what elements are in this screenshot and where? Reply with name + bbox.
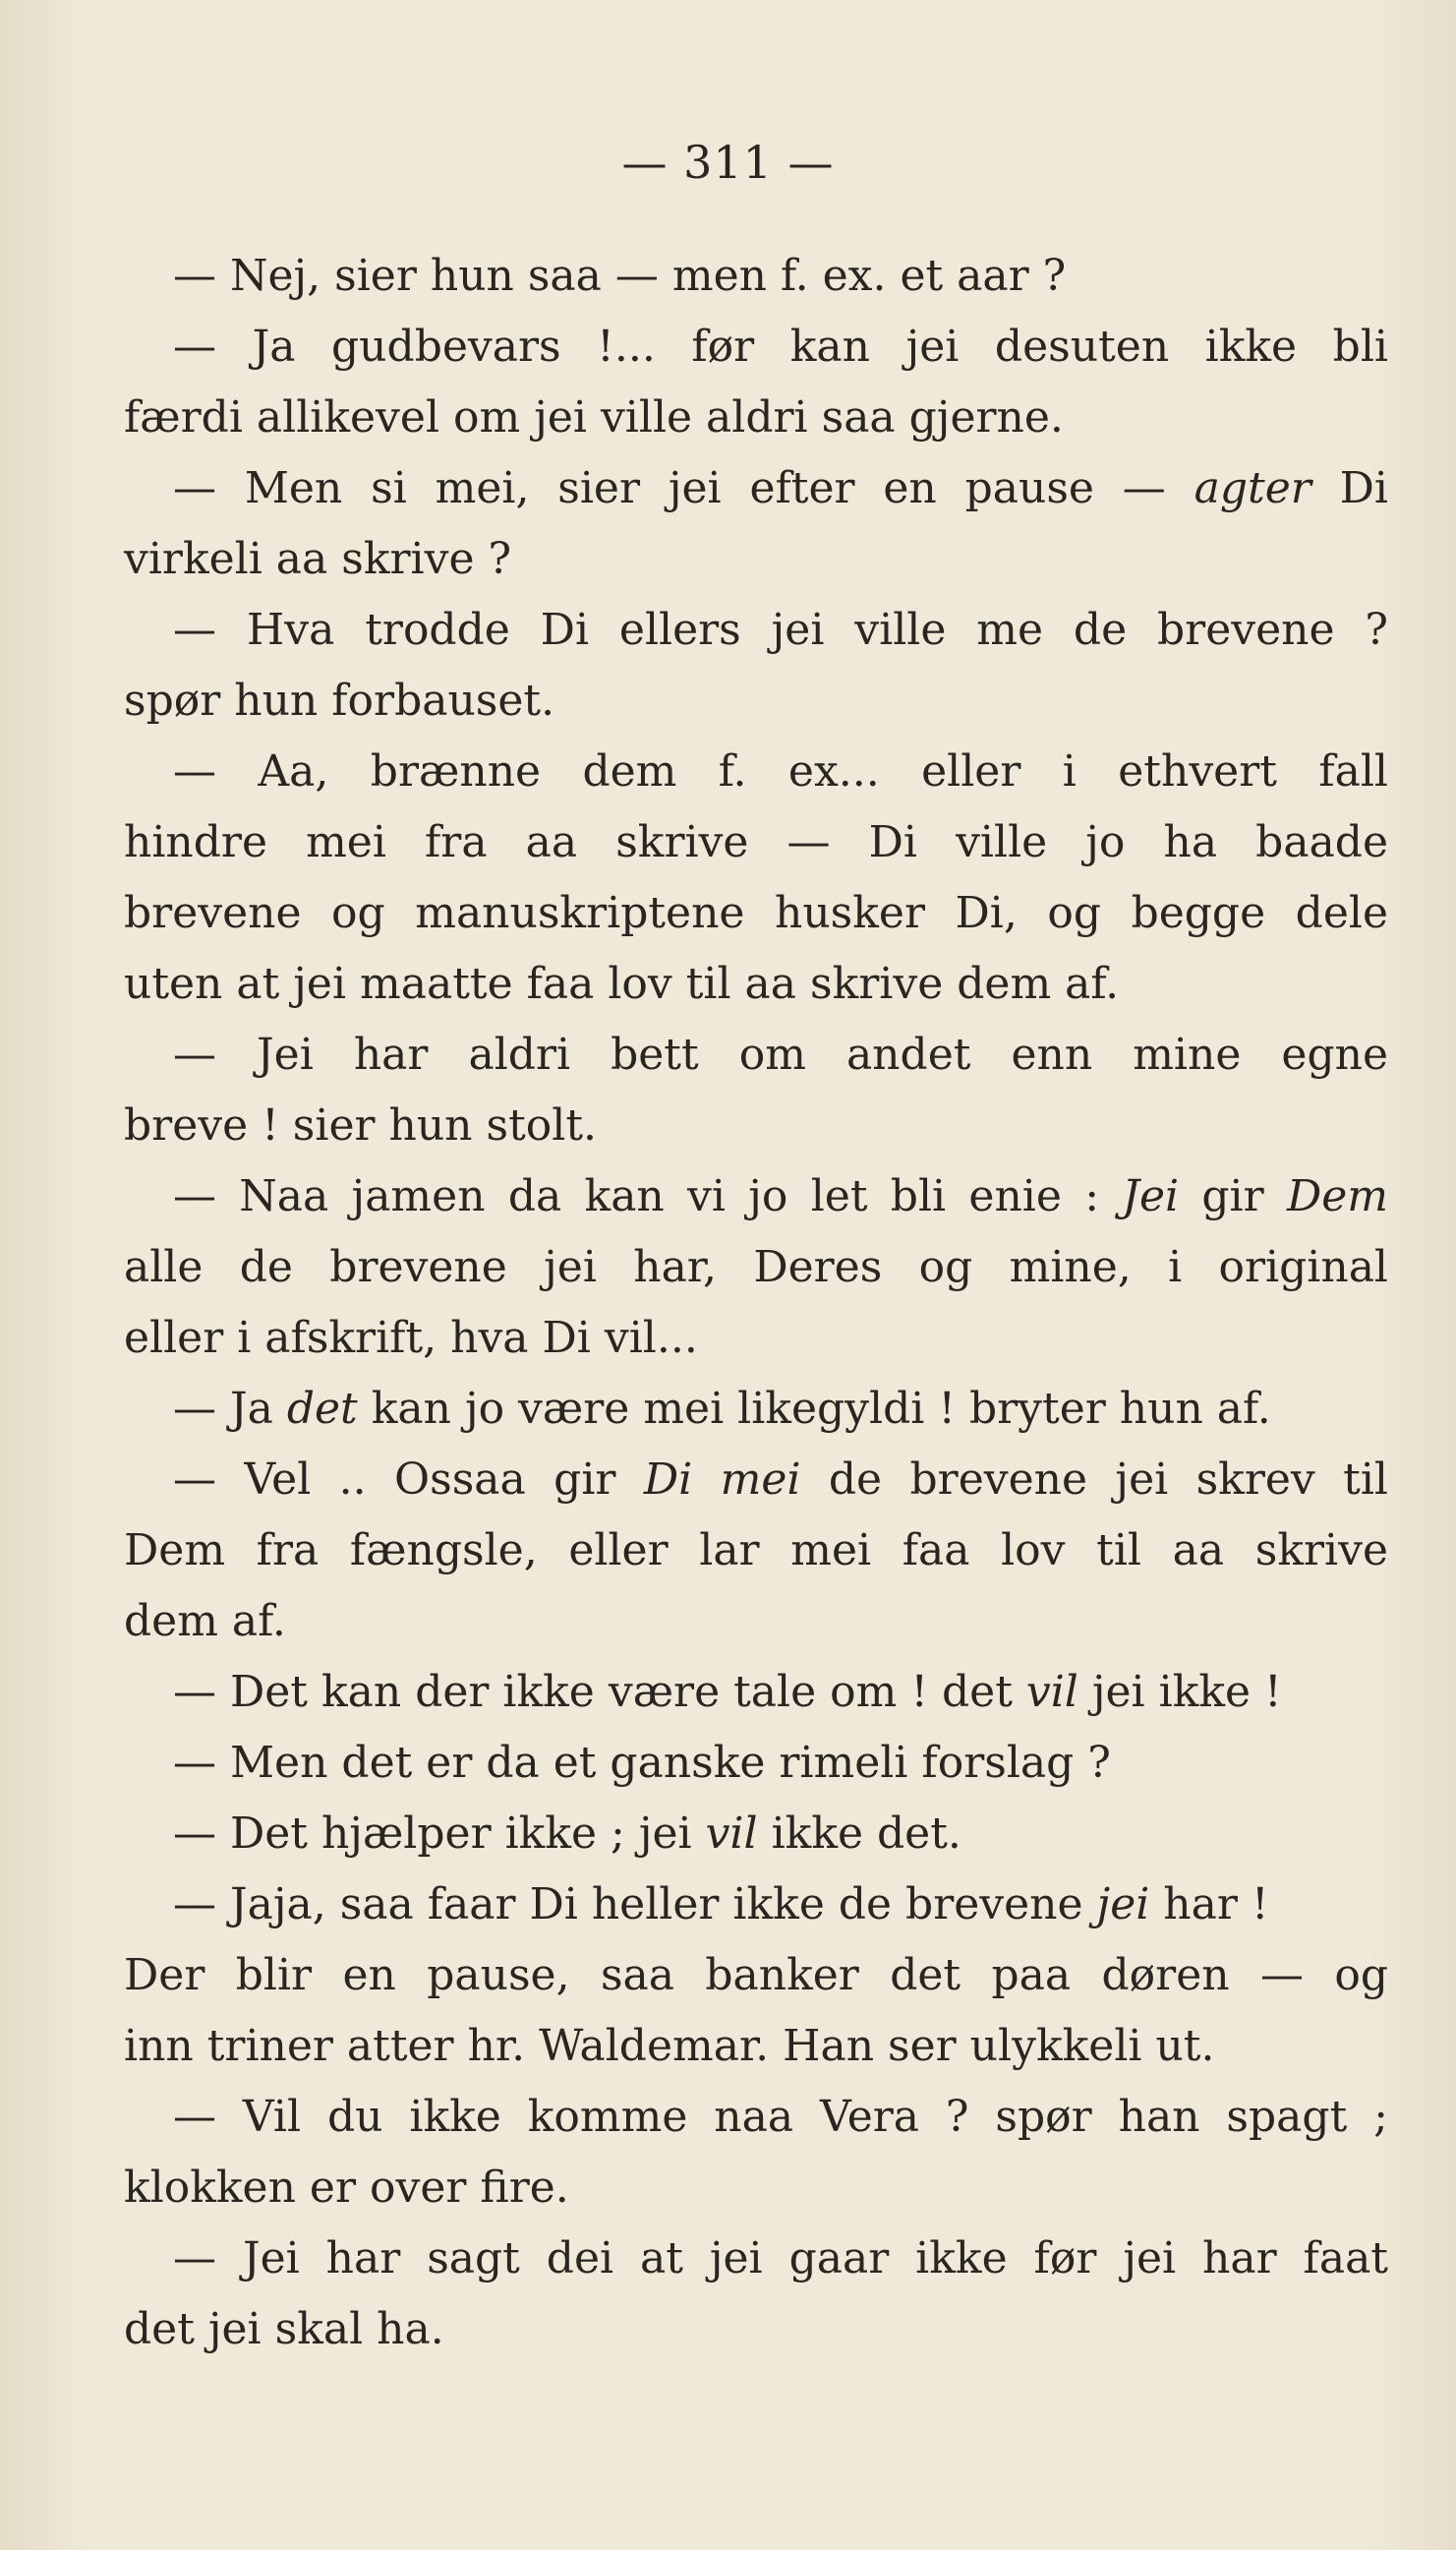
text-line bbox=[124, 1940, 1388, 2011]
text-segment: gir bbox=[1179, 1171, 1287, 1221]
text-line bbox=[124, 2224, 1388, 2294]
text-segment: klokken er over fire. bbox=[124, 2163, 569, 2213]
text-line bbox=[124, 878, 1388, 949]
text-line bbox=[124, 1515, 1388, 1586]
text-line bbox=[124, 1657, 1388, 1728]
body-text bbox=[124, 241, 1388, 2365]
text-segment: hindre mei fra aa skrive — Di ville jo ha baade bbox=[124, 817, 1388, 867]
text-line bbox=[124, 595, 1388, 666]
italic-text: det bbox=[286, 1384, 358, 1434]
text-line bbox=[124, 737, 1388, 807]
text-line bbox=[124, 453, 1388, 524]
text-line bbox=[124, 666, 1388, 737]
text-line bbox=[124, 1161, 1388, 1232]
text-line bbox=[124, 1374, 1388, 1445]
italic-text: jei bbox=[1096, 1879, 1150, 1929]
text-segment: Dem fra fængsle, eller lar mei faa lov til aa skrive bbox=[124, 1525, 1388, 1575]
text-segment: jei ikke ! bbox=[1077, 1667, 1282, 1717]
page-number: — 311 — bbox=[621, 136, 835, 189]
text-segment: — Hva trodde Di ellers jei ville me de brevene ? bbox=[173, 605, 1388, 655]
text-segment: inn triner atter hr. Waldemar. Han ser ulykkeli ut. bbox=[124, 2021, 1215, 2071]
text-line bbox=[124, 1728, 1388, 1799]
text-line bbox=[124, 524, 1388, 595]
text-line bbox=[124, 2082, 1388, 2153]
text-segment: breve ! sier hun stolt. bbox=[124, 1100, 597, 1151]
italic-text: Dem bbox=[1286, 1171, 1388, 1221]
text-segment: — Ja gudbevars !... før kan jei desuten ikke bli bbox=[173, 322, 1388, 372]
text-segment: — Ja bbox=[173, 1384, 287, 1434]
text-line bbox=[124, 312, 1388, 383]
text-segment: uten at jei maatte faa lov til aa skrive dem af. bbox=[124, 959, 1120, 1009]
text-segment: — Jei har aldri bett om andet enn mine egne bbox=[173, 1030, 1388, 1080]
text-segment: færdi allikevel om jei ville aldri saa gjerne. bbox=[124, 392, 1064, 443]
text-segment: — Det kan der ikke være tale om ! det bbox=[173, 1667, 1026, 1717]
text-segment: spør hun forbauset. bbox=[124, 676, 555, 726]
text-segment: det jei skal ha. bbox=[124, 2304, 444, 2354]
text-segment: — Vil du ikke komme naa Vera ? spør han spagt ; bbox=[173, 2092, 1388, 2142]
text-segment: brevene og manuskriptene husker Di, og begge dele bbox=[124, 888, 1388, 938]
text-line bbox=[124, 241, 1388, 312]
italic-text: vil bbox=[705, 1809, 758, 1859]
italic-text: Di mei bbox=[643, 1454, 801, 1505]
text-segment: — Jei har sagt dei at jei gaar ikke før jei har faat bbox=[173, 2233, 1388, 2283]
text-line bbox=[124, 1586, 1388, 1657]
text-line bbox=[124, 1869, 1388, 1940]
text-segment: — Det hjælper ikke ; jei bbox=[173, 1809, 706, 1859]
text-segment: de brevene jei skrev til bbox=[800, 1454, 1388, 1505]
text-segment: — Aa, brænne dem f. ex... eller i ethvert fall bbox=[173, 746, 1388, 797]
italic-text: vil bbox=[1025, 1667, 1078, 1717]
text-line bbox=[124, 2011, 1388, 2082]
text-segment: — Vel .. Ossaa gir bbox=[173, 1454, 644, 1505]
text-segment: virkeli aa skrive ? bbox=[124, 534, 512, 584]
text-segment: — Men det er da et ganske rimeli forslag ? bbox=[173, 1738, 1111, 1788]
text-line bbox=[124, 1303, 1388, 1374]
text-segment: dem af. bbox=[124, 1596, 286, 1646]
text-line bbox=[124, 383, 1388, 453]
text-line bbox=[124, 1020, 1388, 1091]
text-line bbox=[124, 1232, 1388, 1303]
text-segment: — Nej, sier hun saa — men f. ex. et aar ? bbox=[173, 251, 1067, 301]
text-line bbox=[124, 949, 1388, 1020]
text-segment: — Men si mei, sier jei efter en pause — bbox=[173, 463, 1194, 513]
text-segment: Der blir en pause, saa banker det paa døren — og bbox=[124, 1950, 1388, 2000]
text-line bbox=[124, 2294, 1388, 2365]
text-segment: — Naa jamen da kan vi jo let bli enie : bbox=[173, 1171, 1123, 1221]
text-segment: Di bbox=[1310, 463, 1388, 513]
text-line bbox=[124, 1445, 1388, 1515]
text-line bbox=[124, 2153, 1388, 2224]
text-segment: alle de brevene jei har, Deres og mine, i original bbox=[124, 1242, 1388, 1292]
text-segment: kan jo være mei likegyldi ! bryter hun af. bbox=[357, 1384, 1271, 1434]
text-segment: eller i afskrift, hva Di vil... bbox=[124, 1313, 698, 1363]
text-segment: har ! bbox=[1149, 1879, 1269, 1929]
italic-text: Jei bbox=[1122, 1171, 1180, 1221]
text-line bbox=[124, 1799, 1388, 1869]
text-segment: ikke det. bbox=[757, 1809, 961, 1859]
text-segment: — Jaja, saa faar Di heller ikke de brevene bbox=[173, 1879, 1097, 1929]
text-line bbox=[124, 807, 1388, 878]
italic-text: agter bbox=[1194, 463, 1311, 513]
text-line bbox=[124, 1091, 1388, 1161]
